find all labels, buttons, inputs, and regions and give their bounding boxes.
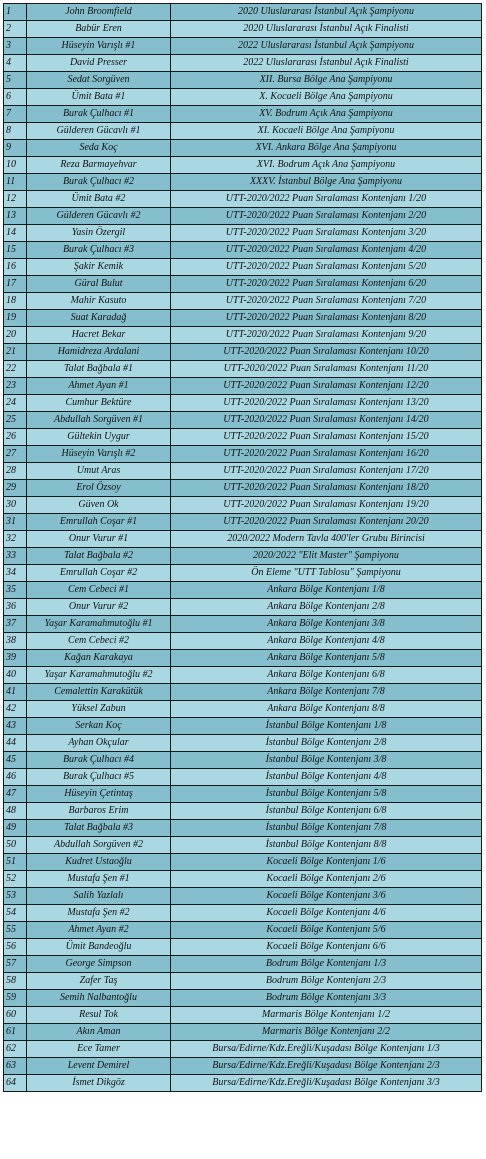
row-number: 64 — [4, 1075, 27, 1092]
table-row — [4, 72, 482, 89]
table-row — [4, 429, 482, 446]
table-row — [4, 89, 482, 106]
qualification-title: Kocaeli Bölge Kontenjanı 2/6 — [171, 871, 482, 888]
player-name: Gülderen Gücavlı #2 — [27, 208, 171, 225]
table-row — [4, 344, 482, 361]
player-name: Zafer Taş — [27, 973, 171, 990]
player-name: Şakir Kemik — [27, 259, 171, 276]
player-name: Hüseyin Varışlı #2 — [27, 446, 171, 463]
qualification-title: UTT-2020/2022 Puan Sıralaması Kontenjanı 12/20 — [171, 378, 482, 395]
table-row — [4, 990, 482, 1007]
qualification-title: Ankara Bölge Kontenjanı 7/8 — [171, 684, 482, 701]
player-name: Kudret Ustaoğlu — [27, 854, 171, 871]
player-name: Resul Tok — [27, 1007, 171, 1024]
qualification-title: İstanbul Bölge Kontenjanı 8/8 — [171, 837, 482, 854]
table-row — [4, 208, 482, 225]
qualification-title: Ankara Bölge Kontenjanı 8/8 — [171, 701, 482, 718]
player-name: Mahir Kasuto — [27, 293, 171, 310]
qualification-title: UTT-2020/2022 Puan Sıralaması Kontenjanı 6/20 — [171, 276, 482, 293]
qualification-title: Ankara Bölge Kontenjanı 1/8 — [171, 582, 482, 599]
player-name: Ece Tamer — [27, 1041, 171, 1058]
table-row — [4, 531, 482, 548]
player-name: Talat Bağbala #3 — [27, 820, 171, 837]
table-row — [4, 4, 482, 21]
table-row — [4, 650, 482, 667]
player-name: Emrullah Coşar #2 — [27, 565, 171, 582]
player-name: Ümit Bata #1 — [27, 89, 171, 106]
row-number: 13 — [4, 208, 27, 225]
table-row — [4, 1058, 482, 1075]
row-number: 25 — [4, 412, 27, 429]
qualification-title: Ankara Bölge Kontenjanı 3/8 — [171, 616, 482, 633]
table-row — [4, 582, 482, 599]
player-name: Mustafa Şen #2 — [27, 905, 171, 922]
qualification-title: UTT-2020/2022 Puan Sıralaması Kontenjanı 17/20 — [171, 463, 482, 480]
table-row — [4, 276, 482, 293]
row-number: 32 — [4, 531, 27, 548]
qualification-title: 2020 Uluslararası İstanbul Açık Şampiyonu — [171, 4, 482, 21]
player-name: Reza Barmayehvar — [27, 157, 171, 174]
row-number: 56 — [4, 939, 27, 956]
qualification-title: XV. Bodrum Açık Ana Şampiyonu — [171, 106, 482, 123]
player-name: Ahmet Ayan #2 — [27, 922, 171, 939]
player-name: Akın Aman — [27, 1024, 171, 1041]
row-number: 35 — [4, 582, 27, 599]
row-number: 41 — [4, 684, 27, 701]
row-number: 19 — [4, 310, 27, 327]
player-name: Gülderen Gücavlı #1 — [27, 123, 171, 140]
player-name: Umut Aras — [27, 463, 171, 480]
row-number: 30 — [4, 497, 27, 514]
qualification-title: Ankara Bölge Kontenjanı 5/8 — [171, 650, 482, 667]
player-name: John Broomfield — [27, 4, 171, 21]
table-row — [4, 871, 482, 888]
table-row — [4, 735, 482, 752]
player-name: Semih Nalbantoğlu — [27, 990, 171, 1007]
qualification-title: Kocaeli Bölge Kontenjanı 6/6 — [171, 939, 482, 956]
table-row — [4, 905, 482, 922]
qualification-title: UTT-2020/2022 Puan Sıralaması Kontenjanı 18/20 — [171, 480, 482, 497]
player-name: Seda Koç — [27, 140, 171, 157]
row-number: 14 — [4, 225, 27, 242]
row-number: 57 — [4, 956, 27, 973]
qualification-title: Kocaeli Bölge Kontenjanı 4/6 — [171, 905, 482, 922]
table-row — [4, 718, 482, 735]
row-number: 55 — [4, 922, 27, 939]
qualification-title: 2020/2022 "Elit Master" Şampiyonu — [171, 548, 482, 565]
player-name: Cumhur Bektüre — [27, 395, 171, 412]
row-number: 31 — [4, 514, 27, 531]
qualification-title: UTT-2020/2022 Puan Sıralaması Kontenjanı 1/20 — [171, 191, 482, 208]
table-row — [4, 565, 482, 582]
player-name: Yaşar Karamahmutoğlu #2 — [27, 667, 171, 684]
table-row — [4, 395, 482, 412]
row-number: 44 — [4, 735, 27, 752]
qualification-title: 2022 Uluslararası İstanbul Açık Şampiyonu — [171, 38, 482, 55]
table-row — [4, 106, 482, 123]
qualification-title: İstanbul Bölge Kontenjanı 5/8 — [171, 786, 482, 803]
player-name: Emrullah Coşar #1 — [27, 514, 171, 531]
row-number: 53 — [4, 888, 27, 905]
player-name: Ümit Bata #2 — [27, 191, 171, 208]
row-number: 11 — [4, 174, 27, 191]
player-name: Erol Özsoy — [27, 480, 171, 497]
qualification-title: 2020 Uluslararası İstanbul Açık Finalisti — [171, 21, 482, 38]
row-number: 42 — [4, 701, 27, 718]
qualification-title: UTT-2020/2022 Puan Sıralaması Kontenjanı 16/20 — [171, 446, 482, 463]
table-row — [4, 140, 482, 157]
qualification-title: UTT-2020/2022 Puan Sıralaması Kontenjanı 14/20 — [171, 412, 482, 429]
player-name: Cem Cebeci #2 — [27, 633, 171, 650]
player-name: Cem Cebeci #1 — [27, 582, 171, 599]
table-row — [4, 157, 482, 174]
table-row — [4, 191, 482, 208]
player-name: Sedat Sorgüven — [27, 72, 171, 89]
qualification-title: Bursa/Edirne/Kdz.Ereğli/Kuşadası Bölge Kontenjanı 3/3 — [171, 1075, 482, 1092]
row-number: 50 — [4, 837, 27, 854]
player-name: Talat Bağbala #1 — [27, 361, 171, 378]
player-name: Ahmet Ayan #1 — [27, 378, 171, 395]
player-name: Ayhan Okçular — [27, 735, 171, 752]
qualification-title: UTT-2020/2022 Puan Sıralaması Kontenjanı 8/20 — [171, 310, 482, 327]
qualification-title: UTT-2020/2022 Puan Sıralaması Kontenjanı 3/20 — [171, 225, 482, 242]
row-number: 27 — [4, 446, 27, 463]
row-number: 49 — [4, 820, 27, 837]
table-row — [4, 327, 482, 344]
qualification-title: UTT-2020/2022 Puan Sıralaması Kontenjanı 2/20 — [171, 208, 482, 225]
player-name: Hacret Bekar — [27, 327, 171, 344]
qualification-title: Ankara Bölge Kontenjanı 2/8 — [171, 599, 482, 616]
player-name: Burak Çulhacı #5 — [27, 769, 171, 786]
row-number: 17 — [4, 276, 27, 293]
qualification-title: UTT-2020/2022 Puan Sıralaması Kontenjanı 9/20 — [171, 327, 482, 344]
row-number: 26 — [4, 429, 27, 446]
qualification-title: XVI. Ankara Bölge Ana Şampiyonu — [171, 140, 482, 157]
qualification-title: UTT-2020/2022 Puan Sıralaması Kontenjanı 13/20 — [171, 395, 482, 412]
qualification-title: UTT-2020/2022 Puan Sıralaması Kontenjanı 15/20 — [171, 429, 482, 446]
qualification-title: UTT-2020/2022 Puan Sıralaması Kontenjanı 4/20 — [171, 242, 482, 259]
table-row — [4, 922, 482, 939]
qualification-title: Ön Eleme "UTT Tablosu" Şampiyonu — [171, 565, 482, 582]
qualification-title: XVI. Bodrum Açık Ana Şampiyonu — [171, 157, 482, 174]
table-row — [4, 786, 482, 803]
table-row — [4, 1007, 482, 1024]
player-name: Levent Demirel — [27, 1058, 171, 1075]
row-number: 38 — [4, 633, 27, 650]
qualification-title: İstanbul Bölge Kontenjanı 7/8 — [171, 820, 482, 837]
row-number: 22 — [4, 361, 27, 378]
table-row — [4, 1041, 482, 1058]
row-number: 58 — [4, 973, 27, 990]
row-number: 9 — [4, 140, 27, 157]
table-row — [4, 259, 482, 276]
player-name: Talat Bağbala #2 — [27, 548, 171, 565]
player-name: Burak Çulhacı #1 — [27, 106, 171, 123]
player-name: Hüseyin Çetintaş — [27, 786, 171, 803]
player-name: Yasin Özergil — [27, 225, 171, 242]
row-number: 20 — [4, 327, 27, 344]
table-row — [4, 548, 482, 565]
player-name: Yüksel Zabun — [27, 701, 171, 718]
row-number: 10 — [4, 157, 27, 174]
table-row — [4, 616, 482, 633]
row-number: 7 — [4, 106, 27, 123]
player-name: Kağan Karakaya — [27, 650, 171, 667]
row-number: 29 — [4, 480, 27, 497]
qualification-title: UTT-2020/2022 Puan Sıralaması Kontenjanı 7/20 — [171, 293, 482, 310]
player-name: Hamidreza Ardalani — [27, 344, 171, 361]
row-number: 24 — [4, 395, 27, 412]
table-row — [4, 174, 482, 191]
qualification-title: Marmaris Bölge Kontenjanı 1/2 — [171, 1007, 482, 1024]
qualification-title: Bodrum Bölge Kontenjanı 1/3 — [171, 956, 482, 973]
row-number: 12 — [4, 191, 27, 208]
table-row — [4, 310, 482, 327]
player-name: Güven Ok — [27, 497, 171, 514]
qualification-title: Bursa/Edirne/Kdz.Ereğli/Kuşadası Bölge Kontenjanı 1/3 — [171, 1041, 482, 1058]
qualifier-table-body — [4, 4, 482, 1092]
row-number: 18 — [4, 293, 27, 310]
row-number: 59 — [4, 990, 27, 1007]
player-name: David Presser — [27, 55, 171, 72]
player-name: Onur Vurur #1 — [27, 531, 171, 548]
table-row — [4, 1024, 482, 1041]
row-number: 47 — [4, 786, 27, 803]
qualification-title: UTT-2020/2022 Puan Sıralaması Kontenjanı 20/20 — [171, 514, 482, 531]
row-number: 28 — [4, 463, 27, 480]
qualification-title: Ankara Bölge Kontenjanı 6/8 — [171, 667, 482, 684]
row-number: 5 — [4, 72, 27, 89]
row-number: 4 — [4, 55, 27, 72]
table-row — [4, 973, 482, 990]
row-number: 46 — [4, 769, 27, 786]
row-number: 3 — [4, 38, 27, 55]
row-number: 48 — [4, 803, 27, 820]
player-name: Abdullah Sorgüven #1 — [27, 412, 171, 429]
qualification-title: İstanbul Bölge Kontenjanı 2/8 — [171, 735, 482, 752]
qualification-title: İstanbul Bölge Kontenjanı 3/8 — [171, 752, 482, 769]
qualification-title: Marmaris Bölge Kontenjanı 2/2 — [171, 1024, 482, 1041]
player-name: Burak Çulhacı #3 — [27, 242, 171, 259]
player-name: Mustafa Şen #1 — [27, 871, 171, 888]
qualification-title: Ankara Bölge Kontenjanı 4/8 — [171, 633, 482, 650]
qualification-title: UTT-2020/2022 Puan Sıralaması Kontenjanı 11/20 — [171, 361, 482, 378]
qualification-title: Bodrum Bölge Kontenjanı 3/3 — [171, 990, 482, 1007]
player-name: İsmet Dikgöz — [27, 1075, 171, 1092]
row-number: 54 — [4, 905, 27, 922]
player-name: Abdullah Sorgüven #2 — [27, 837, 171, 854]
table-row — [4, 463, 482, 480]
table-row — [4, 956, 482, 973]
row-number: 15 — [4, 242, 27, 259]
row-number: 34 — [4, 565, 27, 582]
row-number: 52 — [4, 871, 27, 888]
player-name: Yaşar Karamahmutoğlu #1 — [27, 616, 171, 633]
row-number: 61 — [4, 1024, 27, 1041]
table-row — [4, 293, 482, 310]
row-number: 23 — [4, 378, 27, 395]
table-row — [4, 939, 482, 956]
qualification-title: Bodrum Bölge Kontenjanı 2/3 — [171, 973, 482, 990]
table-row — [4, 446, 482, 463]
table-row — [4, 769, 482, 786]
player-name: Güral Bulut — [27, 276, 171, 293]
player-name: Suat Karadağ — [27, 310, 171, 327]
qualification-title: Bursa/Edirne/Kdz.Ereğli/Kuşadası Bölge Kontenjanı 2/3 — [171, 1058, 482, 1075]
player-name: Cemalettin Karakütük — [27, 684, 171, 701]
row-number: 39 — [4, 650, 27, 667]
table-row — [4, 599, 482, 616]
row-number: 60 — [4, 1007, 27, 1024]
qualification-title: Kocaeli Bölge Kontenjanı 3/6 — [171, 888, 482, 905]
row-number: 37 — [4, 616, 27, 633]
row-number: 16 — [4, 259, 27, 276]
qualification-title: UTT-2020/2022 Puan Sıralaması Kontenjanı 19/20 — [171, 497, 482, 514]
row-number: 43 — [4, 718, 27, 735]
qualification-title: Kocaeli Bölge Kontenjanı 5/6 — [171, 922, 482, 939]
qualification-title: X. Kocaeli Bölge Ana Şampiyonu — [171, 89, 482, 106]
player-name: Burak Çulhacı #2 — [27, 174, 171, 191]
table-row — [4, 55, 482, 72]
table-row — [4, 21, 482, 38]
player-name: George Simpson — [27, 956, 171, 973]
table-row — [4, 497, 482, 514]
table-row — [4, 38, 482, 55]
table-row — [4, 225, 482, 242]
row-number: 63 — [4, 1058, 27, 1075]
qualification-title: 2022 Uluslararası İstanbul Açık Finalisti — [171, 55, 482, 72]
player-name: Barbaros Erim — [27, 803, 171, 820]
table-row — [4, 480, 482, 497]
row-number: 36 — [4, 599, 27, 616]
row-number: 62 — [4, 1041, 27, 1058]
qualification-title: 2020/2022 Modern Tavla 400'ler Grubu Birincisi — [171, 531, 482, 548]
player-name: Babür Eren — [27, 21, 171, 38]
player-name: Ümit Bandeoğlu — [27, 939, 171, 956]
table-row — [4, 633, 482, 650]
table-row — [4, 514, 482, 531]
table-row — [4, 361, 482, 378]
table-row — [4, 837, 482, 854]
player-name: Onur Vurur #2 — [27, 599, 171, 616]
table-row — [4, 1075, 482, 1092]
row-number: 1 — [4, 4, 27, 21]
player-name: Hüseyin Varışlı #1 — [27, 38, 171, 55]
qualification-title: İstanbul Bölge Kontenjanı 4/8 — [171, 769, 482, 786]
qualification-title: XII. Bursa Bölge Ana Şampiyonu — [171, 72, 482, 89]
row-number: 2 — [4, 21, 27, 38]
row-number: 6 — [4, 89, 27, 106]
table-row — [4, 242, 482, 259]
table-row — [4, 820, 482, 837]
table-row — [4, 684, 482, 701]
player-name: Burak Çulhacı #4 — [27, 752, 171, 769]
row-number: 33 — [4, 548, 27, 565]
qualification-title: XI. Kocaeli Bölge Ana Şampiyonu — [171, 123, 482, 140]
qualification-title: XXXV. İstanbul Bölge Ana Şampiyonu — [171, 174, 482, 191]
row-number: 51 — [4, 854, 27, 871]
table-row — [4, 701, 482, 718]
qualification-title: Kocaeli Bölge Kontenjanı 1/6 — [171, 854, 482, 871]
table-row — [4, 123, 482, 140]
player-name: Salih Yazlalı — [27, 888, 171, 905]
table-row — [4, 752, 482, 769]
table-row — [4, 412, 482, 429]
table-row — [4, 888, 482, 905]
table-row — [4, 854, 482, 871]
qualification-title: UTT-2020/2022 Puan Sıralaması Kontenjanı 5/20 — [171, 259, 482, 276]
player-name: Serkan Koç — [27, 718, 171, 735]
qualification-title: İstanbul Bölge Kontenjanı 1/8 — [171, 718, 482, 735]
player-name: Gültekin Uygur — [27, 429, 171, 446]
row-number: 45 — [4, 752, 27, 769]
row-number: 21 — [4, 344, 27, 361]
qualification-title: İstanbul Bölge Kontenjanı 6/8 — [171, 803, 482, 820]
row-number: 40 — [4, 667, 27, 684]
row-number: 8 — [4, 123, 27, 140]
table-row — [4, 803, 482, 820]
table-row — [4, 378, 482, 395]
qualification-title: UTT-2020/2022 Puan Sıralaması Kontenjanı 10/20 — [171, 344, 482, 361]
qualifier-table — [3, 3, 482, 1092]
table-row — [4, 667, 482, 684]
